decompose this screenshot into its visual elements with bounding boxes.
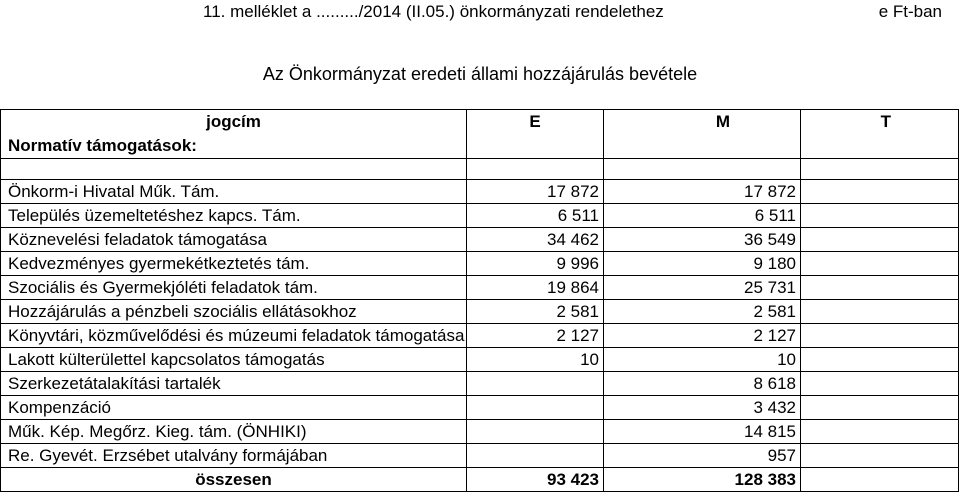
row-value-t (801, 276, 959, 300)
annex-reference: 11. melléklet a ........./2014 (II.05.) önkormányzati rendelethez (203, 2, 664, 21)
row-value-e: 2 127 (467, 324, 604, 348)
section-row (1, 134, 959, 159)
row-value-e (467, 420, 604, 444)
table-row (1, 444, 959, 468)
total-value-m: 128 383 (604, 468, 801, 492)
row-value-t (801, 228, 959, 252)
row-label: Település üzemeltetéshez kapcs. Tám. (1, 204, 467, 228)
row-value-m: 3 432 (604, 396, 801, 420)
table-row (1, 348, 959, 372)
row-value-t (801, 300, 959, 324)
total-row (1, 468, 959, 492)
table-row (1, 324, 959, 348)
row-value-t (801, 372, 959, 396)
table-row (1, 228, 959, 252)
row-value-m: 25 731 (604, 276, 801, 300)
row-value-e (467, 444, 604, 468)
col-header-m: M (604, 110, 801, 135)
row-value-e: 10 (467, 348, 604, 372)
row-label: Kedvezményes gyermekétkeztetés tám. (1, 252, 467, 276)
col-header-e: E (467, 110, 604, 135)
total-label: összesen (1, 468, 467, 492)
row-value-m: 2 581 (604, 300, 801, 324)
row-value-t (801, 444, 959, 468)
column-header-row (1, 110, 959, 135)
row-value-m: 8 618 (604, 372, 801, 396)
row-value-t (801, 324, 959, 348)
total-value-t (801, 468, 959, 492)
row-value-m: 957 (604, 444, 801, 468)
row-label: Lakott külterülettel kapcsolatos támogatás (1, 348, 467, 372)
row-label: Kompenzáció (1, 396, 467, 420)
row-label: Szociális és Gyermekjóléti feladatok tám. (1, 276, 467, 300)
row-label: Hozzájárulás a pénzbeli szociális ellátásokhoz (1, 300, 467, 324)
row-value-e: 17 872 (467, 180, 604, 204)
table-row (1, 372, 959, 396)
row-value-m: 9 180 (604, 252, 801, 276)
row-value-m: 14 815 (604, 420, 801, 444)
col-header-t: T (801, 110, 959, 135)
row-value-t (801, 204, 959, 228)
row-value-t (801, 396, 959, 420)
row-value-t (801, 180, 959, 204)
row-value-e: 9 996 (467, 252, 604, 276)
row-value-t (801, 348, 959, 372)
table-row (1, 300, 959, 324)
row-value-e (467, 372, 604, 396)
row-value-e: 6 511 (467, 204, 604, 228)
table-row (1, 252, 959, 276)
row-value-m: 17 872 (604, 180, 801, 204)
row-value-m: 6 511 (604, 204, 801, 228)
grant-table (0, 109, 959, 492)
row-value-m: 10 (604, 348, 801, 372)
row-label: Köznevelési feladatok támogatása (1, 228, 467, 252)
section-label: Normatív támogatások: (1, 134, 467, 159)
row-value-e (467, 396, 604, 420)
row-value-t (801, 420, 959, 444)
table-row (1, 180, 959, 204)
row-value-m: 36 549 (604, 228, 801, 252)
row-label: Re. Gyevét. Erzsébet utalvány formájában (1, 444, 467, 468)
row-value-e: 19 864 (467, 276, 604, 300)
spacer-row (1, 159, 959, 180)
row-label: Önkorm-i Hivatal Műk. Tám. (1, 180, 467, 204)
row-label: Szerkezetátalakítási tartalék (1, 372, 467, 396)
unit-label: e Ft-ban (878, 2, 942, 21)
table-row (1, 276, 959, 300)
page-title: Az Önkormányzat eredeti állami hozzájárulás bevétele (262, 64, 698, 84)
row-value-t (801, 252, 959, 276)
row-label: Könyvtári, közművelődési és múzeumi feladatok támogatása (1, 324, 467, 348)
total-value-e: 93 423 (467, 468, 604, 492)
row-value-m: 2 127 (604, 324, 801, 348)
table-row (1, 204, 959, 228)
table-row (1, 396, 959, 420)
row-value-e: 2 581 (467, 300, 604, 324)
row-value-e: 34 462 (467, 228, 604, 252)
table-row (1, 420, 959, 444)
row-label: Műk. Kép. Megőrz. Kieg. tám. (ÖNHIKI) (1, 420, 467, 444)
col-header-jogcim: jogcím (1, 110, 467, 135)
